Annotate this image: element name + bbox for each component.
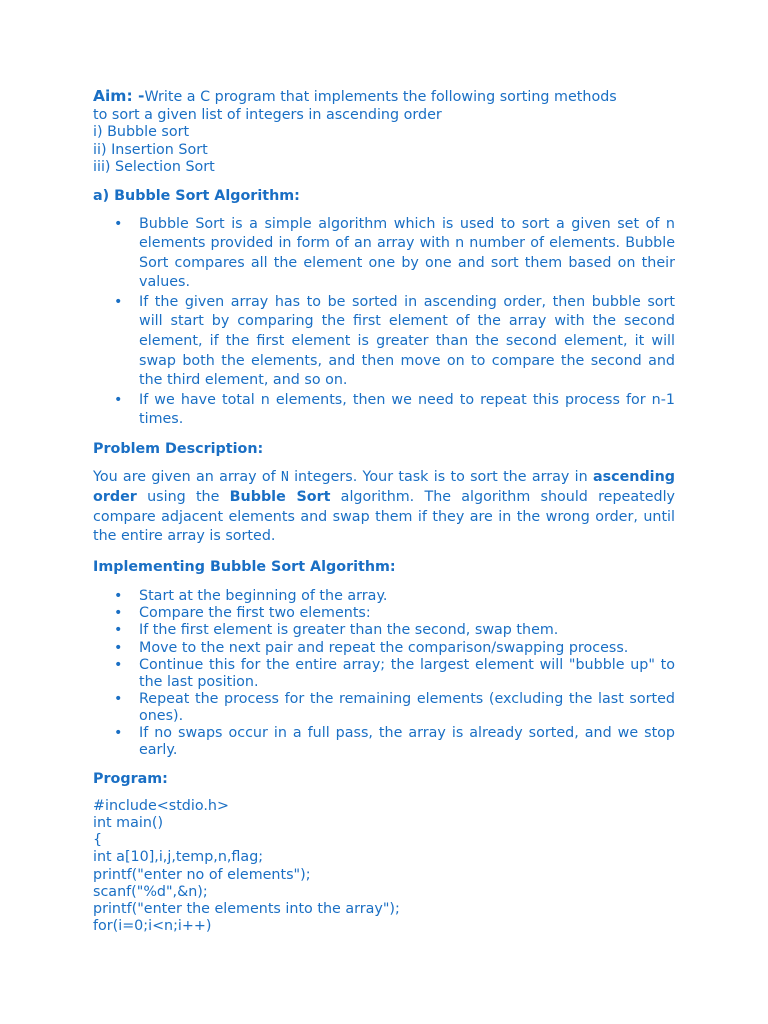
code-line: int main() [93,815,164,832]
bubble-sort-bold: Bubble Sort [229,488,331,505]
bullet-dot-icon: • [114,639,123,656]
list-item: • If no swaps occur in a full pass, the array is already sorted, and we stop early. [114,724,675,759]
code-line: for(i=0;i<n;i++) [93,917,212,934]
implementing-steps [93,588,675,759]
document-page [93,88,675,935]
list-item: • If we have total n elements, then we need to repeat this process for n-1 times. [114,391,675,428]
code-line: int a[10],i,j,temp,n,flag; [93,849,264,866]
list-item: • Compare the first two elements: [114,605,371,622]
bullet-dot-icon: • [114,215,123,232]
method-bubble: i) Bubble sort [93,124,190,140]
list-item: • If the given array has to be sorted in ascending order, then bubble sort will start by comparing the first element of the array with the second element, if the first element is greater than the second element, it will swap both the elements, and then move on to compare the second and the third element, and so on. [114,293,675,389]
problem-description: You are given an array of N integers. Your task is to sort the array in ascending order using the Bubble Sort algorithm. The algorithm should repeatedly compare adjacent elements and swap them if they are in the wrong order, until the entire array is sorted. [93,469,676,545]
list-item: • Continue this for the entire array; the largest element will "bubble up" to the last position. [114,656,675,690]
aim-section [93,88,675,177]
list-item: • Start at the beginning of the array. [114,588,388,605]
problem-heading: Problem Description: [93,441,264,458]
code-line: printf("enter the elements into the array"); [93,900,400,917]
list-item: • Bubble Sort is a simple algorithm which is used to sort a given set of n elements provided in form of an array with n number of elements. Bubble Sort compares all the element one by one and sort them based on their values. [114,215,675,291]
bullet-dot-icon: • [114,690,123,707]
bullet-dot-icon: • [114,588,123,605]
aim-line-2: to sort a given list of integers in ascending order [93,106,442,123]
aim-text-1: Write a C program that implements the following sorting methods [144,89,617,105]
program-code [93,798,675,935]
list-item: • Repeat the process for the remaining elements (excluding the last sorted ones). [114,690,675,724]
bullet-dot-icon: • [114,391,123,408]
list-item: • If the first element is greater than the second, swap them. [114,622,559,639]
aim-label: Aim: - [93,87,145,105]
list-item: • Move to the next pair and repeat the comparison/swapping process. [114,639,629,656]
implementing-heading: Implementing Bubble Sort Algorithm: [93,559,396,576]
program-heading: Program: [93,771,168,788]
bullet-dot-icon: • [114,293,123,310]
bubble-sort-bullets [93,215,675,431]
bullet-dot-icon: • [114,656,123,673]
code-line: printf("enter no of elements"); [93,866,311,883]
code-line: { [93,832,103,849]
bubble-sort-heading: a) Bubble Sort Algorithm: [93,187,300,204]
n-code: N [280,470,289,486]
method-insertion: ii) Insertion Sort [93,141,208,158]
ascending-order-bold: ascending order [93,469,675,505]
bullet-dot-icon: • [114,724,123,741]
method-selection: iii) Selection Sort [93,159,215,175]
bullet-dot-icon: • [114,605,123,622]
code-line: #include<stdio.h> [93,798,229,815]
bullet-dot-icon: • [114,622,123,639]
code-line: scanf("%d",&n); [93,883,208,900]
aim-line-1 [93,88,675,107]
